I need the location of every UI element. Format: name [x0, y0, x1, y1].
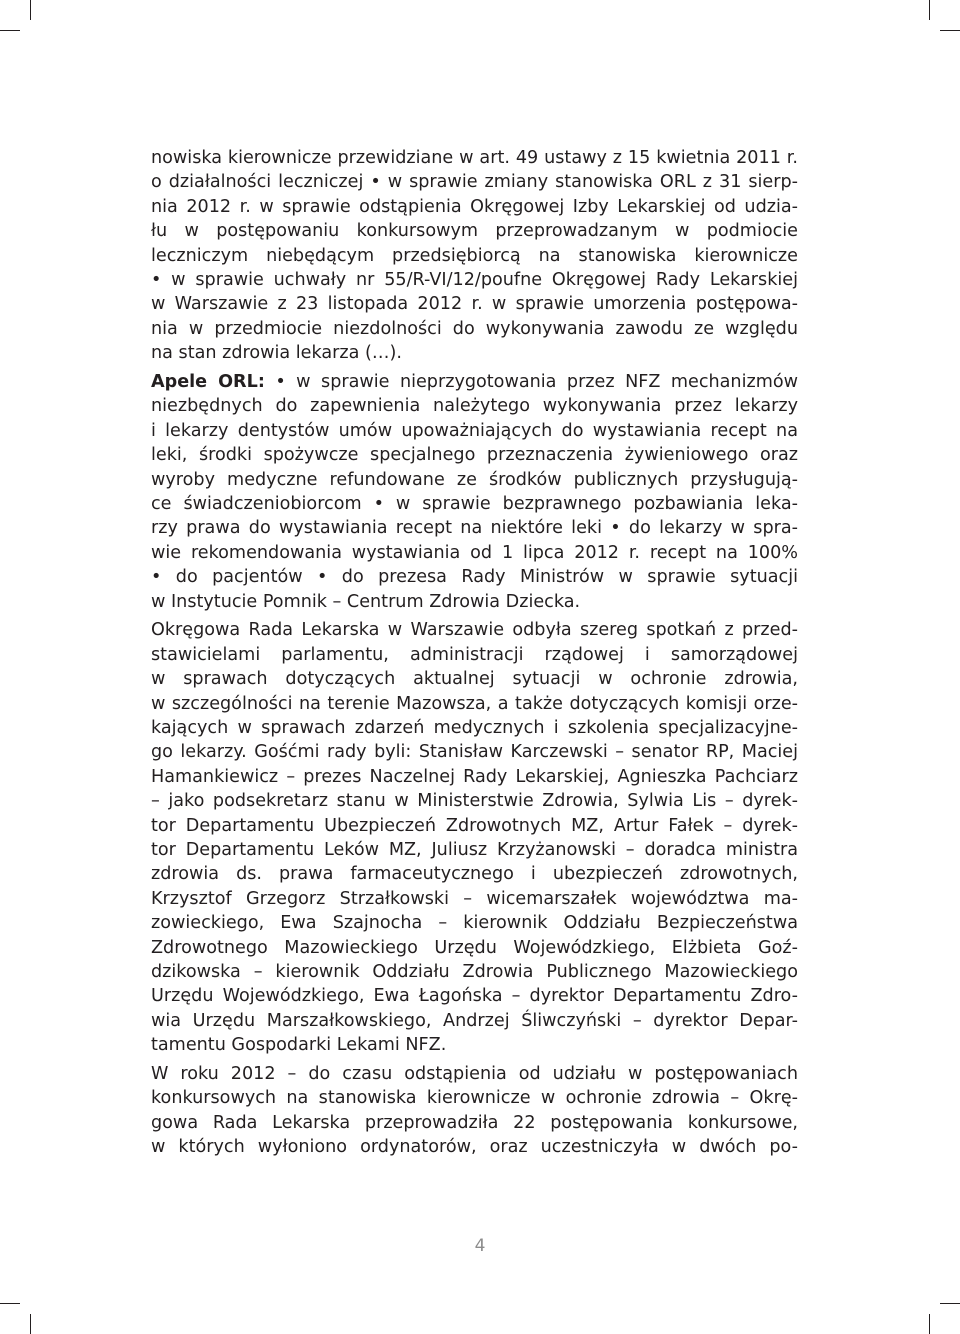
- line-text: w szczególności na terenie Mazowsza, a także dotyczących komisji orze-: [151, 693, 798, 714]
- line-text: kających w sprawach zdarzeń medycznych i szkolenia specjalizacyjne-: [151, 717, 798, 738]
- paragraph-meetings: [151, 618, 798, 1057]
- paragraph-resolutions: [151, 146, 798, 366]
- line-text: rzy prawa do wystawiania recept na niektóre leki • do lekarzy w spra-: [151, 518, 798, 539]
- text-line: [151, 814, 798, 838]
- line-text: • w sprawie nieprzygotowania przez NFZ mechanizmów: [264, 372, 798, 393]
- crop-mark-bottom-right-h: [940, 1303, 960, 1304]
- line-text: w których wyłoniono ordynatorów, oraz uczestniczyła w dwóch po-: [151, 1137, 798, 1158]
- line-text: zdrowia ds. prawa farmaceutycznego i ubezpieczeń zdrowotnych,: [151, 864, 798, 885]
- line-text: łu w postępowaniu konkursowym przeprowadzanym w podmiocie: [151, 221, 798, 242]
- page-number: 4: [474, 1236, 486, 1256]
- crop-mark-bottom-left-h: [0, 1303, 20, 1304]
- line-text: w Warszawie z 23 listopada 2012 r. w sprawie umorzenia postępowa-: [151, 294, 798, 315]
- line-text: W roku 2012 – do czasu odstąpienia od udziału w postępowaniach: [151, 1063, 798, 1084]
- crop-mark-bottom-right: [929, 1314, 930, 1334]
- line-text: go lekarzy. Gośćmi rady byli: Stanisław Karczewski – senator RP, Maciej: [151, 742, 798, 763]
- text-line: [151, 195, 798, 219]
- line-text: w Instytucie Pomnik – Centrum Zdrowia Dziecka.: [151, 591, 581, 612]
- text-line: [151, 838, 798, 862]
- line-text: nia 2012 r. w sprawie odstąpienia Okręgowej Izby Lekarskiej od udzia-: [151, 196, 798, 217]
- text-line: [151, 1135, 798, 1159]
- text-line: [151, 643, 798, 667]
- line-text: – jako podsekretarz stanu w Ministerstwie Zdrowia, Sylwia Lis – dyrek-: [151, 791, 798, 812]
- text-line: [151, 911, 798, 935]
- line-text: ce świadczeniobiorcom • w sprawie bezprawnego pozbawiania leka-: [151, 493, 798, 514]
- line-text: na stan zdrowia lekarza (…).: [151, 343, 402, 364]
- text-line: [151, 219, 798, 243]
- line-text: Hamankiewicz – prezes Naczelnej Rady Lekarskiej, Agnieszka Pachciarz: [151, 766, 798, 787]
- text-line: [151, 146, 798, 170]
- line-text: zowieckiego, Ewa Szajnocha – kierownik Oddziału Bezpieczeństwa: [151, 913, 798, 934]
- text-line: [151, 394, 798, 418]
- line-text: wyroby medyczne refundowane ze środków publicznych przysługują-: [151, 469, 798, 490]
- text-line: [151, 565, 798, 589]
- line-text: Krzysztof Grzegorz Strzałkowski – wicemarszałek województwa ma-: [151, 888, 798, 909]
- line-text: w sprawach dotyczących aktualnej sytuacji w ochronie zdrowia,: [151, 669, 798, 690]
- paragraph-competitions: [151, 1062, 798, 1160]
- text-line: [151, 341, 798, 365]
- line-text: • w sprawie uchwały nr 55/R-VI/12/poufne Okręgowej Rady Lekarskiej: [151, 269, 798, 290]
- line-text: Urzędu Wojewódzkiego, Ewa Łagońska – dyrektor Departamentu Zdro-: [151, 986, 798, 1007]
- text-line: [151, 317, 798, 341]
- text-line: [151, 862, 798, 886]
- text-line: [151, 936, 798, 960]
- line-text: tor Departamentu Ubezpieczeń Zdrowotnych MZ, Artur Fałek – dyrek-: [151, 815, 798, 836]
- crop-mark-top-right-h: [940, 30, 960, 31]
- text-line: [151, 492, 798, 516]
- line-text: konkursowych na stanowiska kierownicze w ochronie zdrowia – Okrę-: [151, 1088, 798, 1109]
- line-text: gowa Rada Lekarska przeprowadziła 22 postępowania konkursowe,: [151, 1112, 798, 1133]
- text-line: [151, 789, 798, 813]
- crop-mark-top-left: [30, 0, 31, 20]
- line-text: tor Departamentu Leków MZ, Juliusz Krzyżanowski – doradca ministra: [151, 839, 798, 860]
- line-text: leczniczym niebędącym przedsiębiorcą na stanowiska kierownicze: [151, 245, 798, 266]
- crop-mark-top-right: [929, 0, 930, 20]
- text-line: [151, 692, 798, 716]
- crop-mark-top-left-h: [0, 30, 20, 31]
- text-line: [151, 765, 798, 789]
- line-text: Okręgowa Rada Lekarska w Warszawie odbyła szereg spotkań z przed-: [151, 620, 798, 641]
- text-line: [151, 740, 798, 764]
- text-line: [151, 590, 798, 614]
- crop-mark-bottom-left: [30, 1314, 31, 1334]
- lead-label: Apele ORL:: [151, 372, 265, 393]
- text-line: [151, 960, 798, 984]
- text-line: [151, 419, 798, 443]
- text-line: [151, 1009, 798, 1033]
- text-line: [151, 516, 798, 540]
- line-text: wia Urzędu Marszałkowskiego, Andrzej Śliwczyński – dyrektor Depar-: [151, 1010, 798, 1031]
- line-text: Zdrowotnego Mazowieckiego Urzędu Wojewódzkiego, Elżbieta Goź-: [151, 937, 798, 958]
- text-line: [151, 1062, 798, 1086]
- line-text: nia w przedmiocie niezdolności do wykonywania zawodu ze względu: [151, 318, 798, 339]
- text-line: [151, 370, 798, 394]
- text-line: [151, 244, 798, 268]
- line-text: tamentu Gospodarki Lekami NFZ.: [151, 1035, 447, 1056]
- text-line: [151, 292, 798, 316]
- text-line: [151, 1033, 798, 1057]
- line-text: niezbędnych do zapewnienia należytego wykonywania przez lekarzy: [151, 396, 798, 417]
- paragraph-appeals: [151, 370, 798, 614]
- text-line: [151, 443, 798, 467]
- line-text: stawicielami parlamentu, administracji rządowej i samorządowej: [151, 644, 798, 665]
- line-text: o działalności leczniczej • w sprawie zmiany stanowiska ORL z 31 sierp-: [151, 172, 798, 193]
- body-text: [151, 146, 798, 1160]
- text-line: [151, 984, 798, 1008]
- text-line: [151, 170, 798, 194]
- text-line: [151, 887, 798, 911]
- line-text: nowiska kierownicze przewidziane w art. 49 ustawy z 15 kwietnia 2011 r.: [151, 148, 798, 168]
- text-line: [151, 1086, 798, 1110]
- line-text: • do pacjentów • do prezesa Rady Ministrów w sprawie sytuacji: [151, 567, 798, 588]
- text-line: [151, 716, 798, 740]
- text-line: [151, 268, 798, 292]
- text-line: [151, 541, 798, 565]
- line-text: dzikowska – kierownik Oddziału Zdrowia Publicznego Mazowieckiego: [151, 961, 798, 982]
- line-text: leki, środki spożywcze specjalnego przeznaczenia żywieniowego oraz: [151, 445, 798, 466]
- text-line: [151, 667, 798, 691]
- text-line: [151, 618, 798, 642]
- text-line: [151, 468, 798, 492]
- line-text: wie rekomendowania wystawiania od 1 lipca 2012 r. recept na 100%: [151, 542, 798, 563]
- line-text: i lekarzy dentystów umów upoważniających do wystawiania recept na: [151, 420, 798, 441]
- text-line: [151, 1111, 798, 1135]
